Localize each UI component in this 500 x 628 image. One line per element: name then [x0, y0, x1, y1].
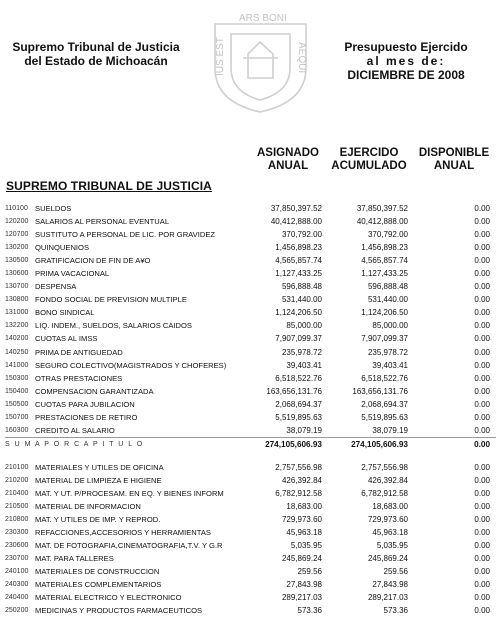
group-personal-services — [0, 202, 500, 437]
row-description: COMPENSACION GARANTIZADA — [35, 386, 154, 396]
seal-text-right: AEQUI — [296, 42, 307, 74]
table-row — [0, 487, 500, 500]
row-asignado: 596,888.48 — [281, 282, 322, 292]
row-description: SEGURO COLECTIVO(MAGISTRADOS Y CHOFERES) — [35, 360, 227, 370]
table-row — [0, 500, 500, 513]
row-ejercido: 38,079.19 — [372, 425, 408, 435]
row-asignado: 259.56 — [297, 567, 322, 577]
table-row — [0, 513, 500, 526]
row-disponible: 0.00 — [474, 204, 490, 213]
row-asignado: 1,127,433.25 — [275, 269, 322, 279]
row-ejercido: 85,000.00 — [372, 321, 408, 331]
row-ejercido: 39,403.41 — [372, 360, 408, 370]
row-ejercido: 6,518,522.76 — [361, 373, 408, 383]
table-row — [0, 228, 500, 241]
row-disponible: 0.00 — [474, 295, 490, 305]
row-asignado: 45,963.18 — [286, 528, 322, 538]
row-description: SUELDOS — [35, 204, 72, 213]
row-disponible: 0.00 — [474, 243, 490, 253]
table-row — [0, 526, 500, 539]
row-code: 240400 — [5, 594, 29, 602]
row-ejercido: 4,565,857.74 — [361, 256, 408, 266]
row-ejercido: 1,124,206.50 — [361, 308, 408, 318]
row-ejercido: 37,850,397.52 — [356, 204, 408, 213]
row-asignado: 38,079.19 — [286, 425, 322, 435]
row-description: BONO SINDICAL — [35, 308, 95, 318]
row-asignado: 5,035.95 — [290, 541, 322, 551]
table-row — [0, 604, 500, 617]
row-disponible: 0.00 — [474, 528, 490, 538]
row-disponible: 0.00 — [474, 554, 490, 564]
row-code: 120200 — [5, 218, 29, 226]
sum-ejercido: 274,105,606.93 — [351, 439, 408, 449]
row-code: 150300 — [5, 374, 29, 382]
row-description: CUOTAS PARA JUBILACION — [35, 399, 135, 409]
row-asignado: 27,843.98 — [286, 580, 322, 590]
row-disponible: 0.00 — [474, 606, 490, 616]
table-row — [0, 424, 500, 437]
table-row — [0, 241, 500, 254]
sum-asignado: 274,105,606.93 — [265, 439, 322, 449]
group-materials — [0, 461, 500, 618]
row-ejercido: 6,782,912.58 — [361, 488, 408, 498]
row-ejercido: 1,127,433.25 — [361, 269, 408, 279]
ejercido-label-1: EJERCIDO — [339, 147, 399, 159]
budget-table — [0, 202, 500, 617]
ejercido-label-2: ACUMULADO — [331, 160, 407, 172]
row-asignado: 573.36 — [297, 606, 322, 616]
sum-divider — [5, 437, 496, 438]
row-disponible: 0.00 — [474, 475, 490, 485]
row-disponible: 0.00 — [474, 282, 490, 292]
budget-period — [318, 40, 494, 82]
column-header-asignado — [246, 147, 330, 173]
row-asignado: 729,973.60 — [281, 515, 322, 525]
row-description: MATERIAL DE INFORMACION — [35, 501, 141, 511]
row-description: MEDICINAS Y PRODUCTOS FARMACEUTICOS — [35, 606, 203, 616]
row-asignado: 426,392.84 — [281, 475, 322, 485]
row-code: 130800 — [5, 296, 29, 304]
row-asignado: 2,757,556.98 — [275, 462, 322, 472]
row-disponible: 0.00 — [474, 256, 490, 266]
row-description: CUOTAS AL IMSS — [35, 334, 98, 344]
row-ejercido: 27,843.98 — [372, 580, 408, 590]
court-seal-watermark — [203, 6, 318, 114]
row-code: 130600 — [5, 270, 29, 278]
row-code: 250200 — [5, 607, 29, 615]
row-asignado: 7,907,099.37 — [275, 334, 322, 344]
table-row — [0, 280, 500, 293]
row-disponible: 0.00 — [474, 373, 490, 383]
row-disponible: 0.00 — [474, 541, 490, 551]
table-row — [0, 293, 500, 306]
row-code: 230300 — [5, 529, 29, 537]
row-asignado: 85,000.00 — [286, 321, 322, 331]
row-ejercido: 596,888.48 — [367, 282, 408, 292]
row-description: MAT. Y UT. P/PROCESAM. EN EQ. Y BIENES INFORM — [35, 488, 224, 498]
row-code: 110100 — [5, 205, 28, 212]
row-asignado: 1,124,206.50 — [275, 308, 322, 318]
sum-label: S U M A P O R C A P I T U L O — [5, 440, 144, 448]
row-disponible: 0.00 — [474, 308, 490, 318]
row-code: 230700 — [5, 555, 29, 563]
row-code: 210500 — [5, 502, 29, 510]
row-description: PRIMA VACACIONAL — [35, 269, 110, 279]
table-row — [0, 267, 500, 280]
row-asignado: 289,217.03 — [281, 593, 322, 603]
institution-line-1: Supremo Tribunal de Justicia — [12, 40, 180, 54]
row-asignado: 370,792.00 — [281, 230, 322, 240]
row-ejercido: 5,035.95 — [376, 541, 408, 551]
row-description: OTRAS PRESTACIONES — [35, 373, 123, 383]
budget-line-1: Presupuesto Ejercido — [344, 40, 468, 54]
row-ejercido: 5,519,895.63 — [361, 412, 408, 422]
row-ejercido: 2,757,556.98 — [361, 462, 408, 472]
row-disponible: 0.00 — [474, 347, 490, 357]
table-row — [0, 539, 500, 552]
row-ejercido: 1,456,898.23 — [361, 243, 408, 253]
table-row — [0, 578, 500, 591]
row-asignado: 531,440.00 — [281, 295, 322, 305]
row-code: 210100 — [5, 463, 29, 471]
table-row — [0, 474, 500, 487]
row-disponible: 0.00 — [474, 580, 490, 590]
row-code: 210800 — [5, 516, 29, 524]
row-code: 240100 — [5, 568, 29, 576]
row-disponible: 0.00 — [474, 269, 490, 279]
row-ejercido: 7,907,099.37 — [361, 334, 408, 344]
row-code: 140250 — [5, 348, 29, 356]
row-description: MATERIALES Y UTILES DE OFICINA — [35, 462, 164, 472]
row-code: 130200 — [5, 244, 29, 252]
row-ejercido: 729,973.60 — [367, 515, 408, 525]
row-disponible: 0.00 — [474, 488, 490, 498]
section-title: SUPREMO TRIBUNAL DE JUSTICIA — [6, 179, 212, 193]
row-ejercido: 45,963.18 — [372, 528, 408, 538]
row-description: MATERIAL DE LIMPIEZA E HIGIENE — [35, 475, 162, 485]
row-disponible: 0.00 — [474, 321, 490, 331]
row-description: PRIMA DE ANTIGUEDAD — [35, 347, 123, 357]
row-ejercido: 289,217.03 — [367, 593, 408, 603]
table-row — [0, 332, 500, 345]
table-row — [0, 372, 500, 385]
row-code: 130500 — [5, 257, 29, 265]
row-code: 240300 — [5, 581, 29, 589]
row-asignado: 235,978.72 — [281, 347, 322, 357]
column-header-disponible — [410, 147, 498, 173]
budget-line-3: DICIEMBRE DE 2008 — [347, 68, 465, 82]
row-description: MAT. Y UTILES DE IMP. Y REPROD. — [35, 515, 161, 525]
column-header-ejercido — [326, 147, 412, 173]
row-description: DESPENSA — [35, 282, 77, 292]
row-ejercido: 18,683.00 — [372, 501, 408, 511]
row-disponible: 0.00 — [474, 386, 490, 396]
row-description: SUSTITUTO A PERSONAL DE LIC. POR GRAVIDEZ — [35, 230, 216, 240]
row-ejercido: 531,440.00 — [367, 295, 408, 305]
row-ejercido: 163,656,131.76 — [352, 386, 408, 396]
table-row — [0, 552, 500, 565]
table-row — [0, 215, 500, 228]
row-description: SALARIOS AL PERSONAL EVENTUAL — [35, 217, 170, 227]
row-asignado: 40,412,888.00 — [270, 217, 322, 227]
row-description: MAT. PARA TALLERES — [35, 554, 114, 564]
row-code: 131000 — [5, 309, 29, 317]
row-description: QUINQUENIOS — [35, 243, 90, 253]
row-code: 230600 — [5, 542, 29, 550]
row-ejercido: 235,978.72 — [367, 347, 408, 357]
sum-disponible: 0.00 — [474, 439, 490, 449]
row-code: 120700 — [5, 231, 29, 239]
table-row — [0, 411, 500, 424]
row-description: CREDITO AL SALARIO — [35, 425, 115, 435]
disponible-label-2: ANUAL — [433, 160, 475, 172]
row-code: 140200 — [5, 335, 29, 343]
row-disponible: 0.00 — [474, 501, 490, 511]
table-row — [0, 385, 500, 398]
row-ejercido: 40,412,888.00 — [356, 217, 408, 227]
row-ejercido: 259.56 — [383, 567, 408, 577]
seal-text-top: ARS BONI — [239, 13, 287, 24]
row-description: MATERIALES DE CONSTRUCCION — [35, 567, 160, 577]
row-asignado: 1,456,898.23 — [275, 243, 322, 253]
row-asignado: 39,403.41 — [286, 360, 322, 370]
asignado-label-2: ANUAL — [267, 160, 309, 172]
table-row — [0, 461, 500, 474]
disponible-label-1: DISPONIBLE — [418, 147, 490, 159]
table-row — [0, 359, 500, 372]
budget-line-2: al mes de: — [366, 54, 446, 68]
row-description: PRESTACIONES DE RETIRO — [35, 412, 138, 422]
institution-line-2: del Estado de Michoacán — [24, 54, 168, 68]
row-description: REFACCIONES,ACCESORIOS Y HERRAMIENTAS — [35, 528, 211, 538]
row-asignado: 2,068,694.37 — [275, 399, 322, 409]
row-code: 210400 — [5, 489, 29, 497]
row-disponible: 0.00 — [474, 412, 490, 422]
asignado-label-1: ASIGNADO — [257, 147, 319, 159]
row-ejercido: 2,068,694.37 — [361, 399, 408, 409]
table-row — [0, 591, 500, 604]
row-description: MATERIALES COMPLEMENTARIOS — [35, 580, 162, 590]
row-disponible: 0.00 — [474, 230, 490, 240]
row-code: 160300 — [5, 426, 29, 434]
row-disponible: 0.00 — [474, 593, 490, 603]
row-asignado: 6,782,912.58 — [275, 488, 322, 498]
row-asignado: 163,656,131.76 — [266, 386, 322, 396]
row-disponible: 0.00 — [474, 462, 490, 472]
row-ejercido: 245,869.24 — [367, 554, 408, 564]
row-disponible: 0.00 — [474, 515, 490, 525]
row-disponible: 0.00 — [474, 567, 490, 577]
row-disponible: 0.00 — [474, 399, 490, 409]
table-row — [0, 319, 500, 332]
row-description: FONDO SOCIAL DE PREVISION MULTIPLE — [35, 295, 187, 305]
table-row — [0, 346, 500, 359]
row-description: MAT. DE FOTOGRAFIA,CINEMATOGRAFIA,T.V. Y G.R — [35, 541, 223, 551]
row-asignado: 5,519,895.63 — [275, 412, 322, 422]
row-disponible: 0.00 — [474, 425, 490, 435]
row-ejercido: 426,392.84 — [367, 475, 408, 485]
row-code: 141000 — [5, 361, 29, 369]
row-disponible: 0.00 — [474, 360, 490, 370]
row-code: 150400 — [5, 387, 29, 395]
row-ejercido: 370,792.00 — [367, 230, 408, 240]
row-asignado: 18,683.00 — [286, 501, 322, 511]
row-asignado: 245,869.24 — [281, 554, 322, 564]
row-description: MATERIAL ELECTRICO Y ELECTRONICO — [35, 593, 182, 603]
chapter-sum-row — [0, 437, 500, 461]
row-code: 210200 — [5, 476, 29, 484]
row-asignado: 4,565,857.74 — [275, 256, 322, 266]
row-code: 130700 — [5, 283, 29, 291]
row-asignado: 6,518,522.76 — [275, 373, 322, 383]
row-code: 132200 — [5, 322, 29, 330]
row-disponible: 0.00 — [474, 217, 490, 227]
institution-name — [6, 40, 186, 68]
table-row — [0, 398, 500, 411]
row-asignado: 37,850,397.52 — [270, 204, 322, 213]
table-row — [0, 306, 500, 319]
table-row — [0, 202, 500, 215]
row-description: GRATIFICACION DE FIN DE A¥O — [35, 256, 151, 266]
table-row — [0, 254, 500, 267]
row-description: LIQ. INDEM., SUELDOS, SALARIOS CAIDOS — [35, 321, 192, 331]
row-code: 150500 — [5, 400, 29, 408]
row-disponible: 0.00 — [474, 334, 490, 344]
row-ejercido: 573.36 — [383, 606, 408, 616]
table-row — [0, 565, 500, 578]
row-code: 150700 — [5, 413, 29, 421]
seal-text-left: IUS EST — [215, 37, 226, 76]
